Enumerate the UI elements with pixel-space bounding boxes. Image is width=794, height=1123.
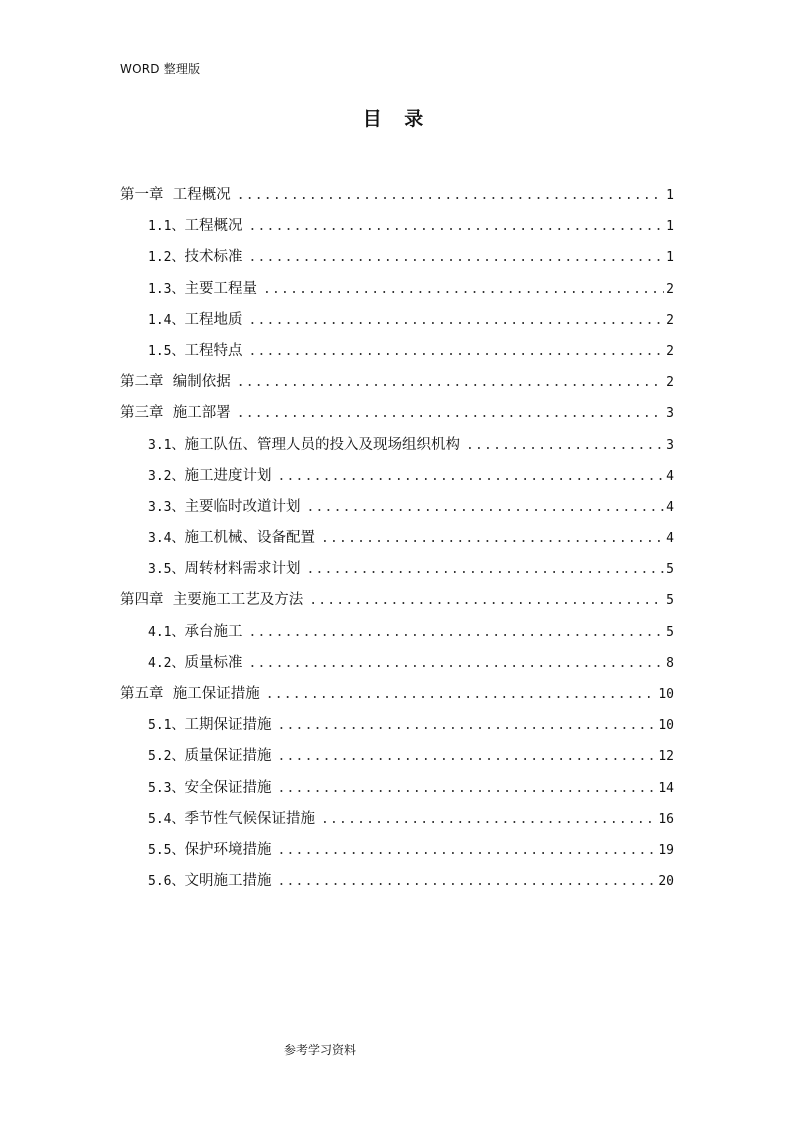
toc-page-number: 1	[666, 219, 674, 235]
toc-entry[interactable]	[120, 741, 674, 772]
toc-entry-label: 施工进度计划	[184, 467, 272, 484]
toc-entry-number: 3.4、	[148, 531, 185, 547]
toc-entry-number: 5.3、	[148, 780, 185, 796]
toc-entry-label: 周转材料需求计划	[184, 561, 301, 578]
toc-entry-number: 5.4、	[148, 811, 185, 827]
toc-entry[interactable]	[120, 492, 674, 523]
toc-entry[interactable]	[120, 554, 674, 585]
toc-entry-number: 4.1、	[148, 624, 185, 640]
toc-entry[interactable]	[120, 430, 674, 461]
toc-entry-number: 3.1、	[148, 437, 185, 453]
toc-entry-label: 承台施工	[184, 623, 243, 640]
toc-leader	[277, 461, 664, 492]
toc-page-number: 4	[666, 468, 674, 484]
toc-page-number: 12	[658, 749, 674, 765]
toc-leader	[248, 242, 664, 273]
toc-entry[interactable]	[120, 461, 674, 492]
toc-entry-label: 第一章 工程概况	[120, 187, 231, 203]
toc-entry[interactable]	[120, 367, 674, 398]
toc-page-number: 1	[666, 188, 674, 203]
toc-leader	[266, 679, 657, 710]
toc-leader	[248, 211, 664, 242]
toc-entry-label: 技术标准	[184, 249, 243, 266]
toc-page-number: 8	[666, 655, 674, 671]
toc-entry-label: 质量标准	[184, 654, 243, 671]
toc-entry[interactable]	[120, 804, 674, 835]
toc-entry[interactable]	[120, 274, 674, 305]
toc-page-number: 10	[658, 687, 674, 702]
toc-page-number: 4	[666, 531, 674, 547]
toc-entry-label: 施工队伍、管理人员的投入及现场组织机构	[184, 436, 460, 453]
toc-page-number: 2	[666, 312, 674, 328]
toc-entry[interactable]	[120, 211, 674, 242]
toc-entry[interactable]	[120, 336, 674, 367]
toc-entry-number: 3.2、	[148, 468, 185, 484]
toc-entry[interactable]	[120, 398, 674, 429]
toc-title: 目 录	[362, 108, 432, 130]
toc-leader	[277, 866, 656, 897]
toc-leader	[277, 741, 656, 772]
toc-page-number: 2	[666, 281, 674, 297]
toc-entry-label: 第二章 编制依据	[120, 374, 231, 391]
toc-page-number: 3	[666, 406, 674, 422]
toc-entry-label: 工程概况	[184, 218, 243, 235]
toc-entry-number: 1.1、	[148, 219, 185, 235]
toc-entry-label: 工程地质	[184, 311, 243, 328]
toc-page-number: 4	[666, 499, 674, 515]
toc-entry-number: 5.6、	[148, 874, 185, 890]
toc-entry-label: 施工机械、设备配置	[184, 530, 315, 547]
toc-leader	[309, 585, 664, 616]
toc-page-number: 14	[658, 780, 674, 796]
toc-leader	[277, 773, 656, 804]
toc-entry-number: 4.2、	[148, 655, 185, 671]
toc-entry[interactable]	[120, 180, 674, 211]
toc-entry[interactable]	[120, 617, 674, 648]
toc-entry-label: 主要工程量	[184, 280, 257, 297]
toc-entry[interactable]	[120, 710, 674, 741]
toc-leader	[248, 617, 664, 648]
toc-page-number: 2	[666, 375, 674, 391]
toc-entry-number: 3.3、	[148, 499, 185, 515]
toc-page-number: 1	[666, 250, 674, 266]
toc-page-number: 19	[658, 842, 674, 858]
toc-entry-label: 第四章 主要施工工艺及方法	[120, 592, 304, 609]
toc-leader	[321, 523, 664, 554]
toc-entry-label: 季节性气候保证措施	[184, 810, 315, 827]
toc-page-number: 5	[666, 624, 674, 640]
toc-page-number: 10	[658, 718, 674, 734]
toc-page-number: 3	[666, 437, 674, 453]
toc-entry[interactable]	[120, 679, 674, 710]
toc-leader	[263, 274, 664, 305]
toc-leader	[237, 180, 664, 211]
page-header: WORD 整理版	[120, 62, 201, 76]
toc-entry-label: 保护环境措施	[184, 841, 272, 858]
toc-leader	[277, 835, 656, 866]
toc-entry[interactable]	[120, 648, 674, 679]
toc-entry-label: 第三章 施工部署	[120, 405, 231, 422]
toc-entry-number: 1.5、	[148, 343, 185, 359]
toc-page-number: 5	[666, 562, 674, 578]
toc-entry-number: 1.4、	[148, 312, 185, 328]
toc-leader	[306, 492, 664, 523]
toc-entry-label: 主要临时改道计划	[184, 498, 301, 515]
toc-leader	[248, 648, 664, 679]
page-footer: 参考学习资料	[283, 1043, 356, 1057]
toc-entry-number: 1.3、	[148, 281, 185, 297]
toc-entry-label: 工期保证措施	[184, 717, 272, 734]
toc-entry-number: 5.2、	[148, 749, 185, 765]
toc-entry-number: 3.5、	[148, 562, 185, 578]
toc-leader	[277, 710, 656, 741]
toc-entry-number: 5.1、	[148, 718, 185, 734]
toc-page-number: 5	[666, 593, 674, 609]
toc-leader	[321, 804, 656, 835]
toc-leader	[466, 430, 664, 461]
toc-entry[interactable]	[120, 773, 674, 804]
toc-leader	[306, 554, 664, 585]
toc-entry[interactable]	[120, 523, 674, 554]
toc-leader	[248, 305, 664, 336]
toc-leader	[237, 367, 664, 398]
toc-entry-label: 安全保证措施	[184, 779, 272, 796]
toc-leader	[237, 398, 664, 429]
toc-entry-number: 1.2、	[148, 250, 185, 266]
toc-entry[interactable]	[120, 866, 674, 897]
toc-entry-label: 工程特点	[184, 342, 243, 359]
toc-entry[interactable]	[120, 585, 674, 616]
toc-entry-number: 5.5、	[148, 842, 185, 858]
toc-page-number: 16	[658, 811, 674, 827]
toc-page-number: 20	[658, 874, 674, 890]
toc-page-number: 2	[666, 343, 674, 359]
toc-entry-label: 第五章 施工保证措施	[120, 686, 260, 702]
toc-entry-label: 文明施工措施	[184, 873, 272, 890]
toc-entry[interactable]	[120, 305, 674, 336]
table-of-contents	[120, 180, 674, 897]
toc-entry[interactable]	[120, 242, 674, 273]
toc-leader	[248, 336, 664, 367]
toc-entry-label: 质量保证措施	[184, 748, 272, 765]
toc-entry[interactable]	[120, 835, 674, 866]
